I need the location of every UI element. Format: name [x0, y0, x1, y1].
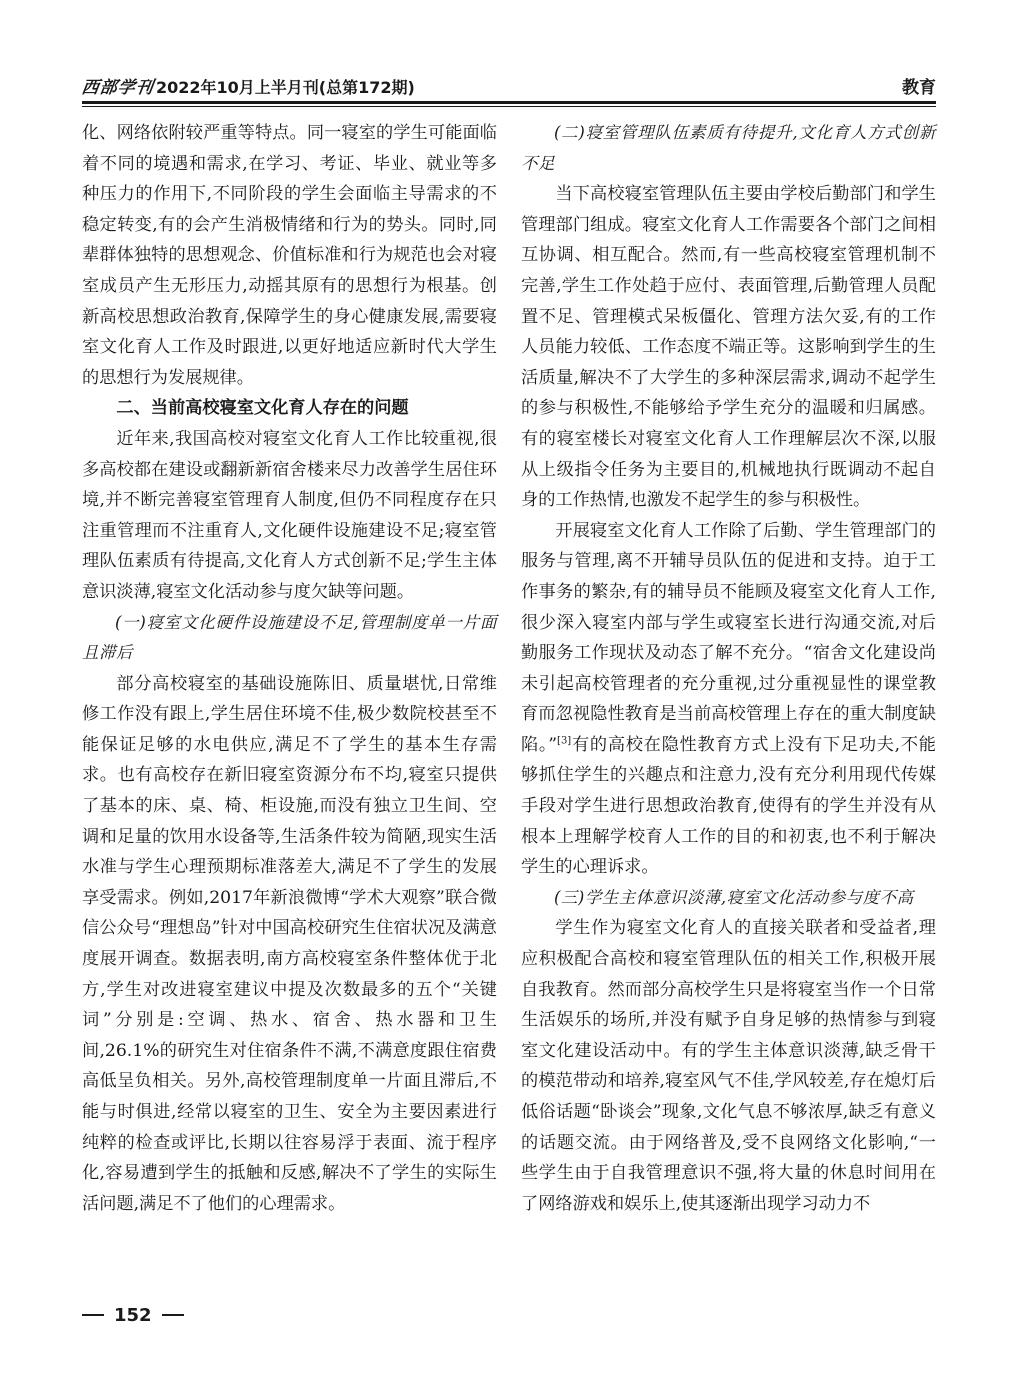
subsection-heading: (三)学生主体意识淡薄,寝室文化活动参与度不高 [554, 887, 914, 907]
paragraph: 当下高校寝室管理队伍主要由学校后勤部门和学生管理部门组成。寝室文化育人工作需要各个部门之间相互协调、相互配合。然而,有一些高校寝室管理机制不完善,学生工作处趋于应付、表面管理,后勤管理人员配置不足、管理模式呆板僵化、管理方法欠妥,有的工作人员能力较低、工作态度不端正等。这影响到学生的生活质量,解决不了大学生的多种深层需求,调动不起学生的参与积极性,不能够给予学生充分的温暖和归属感。有的寝室楼长对寝室文化育人工作理解层次不深,以服从上级指令任务为主要目的,机械地执行既调动不起自身的工作热情,也激发不起学生的参与积极性。 [521, 184, 936, 511]
header-rule-thick [82, 101, 936, 104]
section-name: 教育 [902, 78, 936, 98]
issue-info: 2022年10月上半月刊(总第172期) [156, 78, 415, 97]
page-number: 152 [114, 1304, 152, 1326]
paragraph: 化、网络依附较严重等特点。同一寝室的学生可能面临着不同的境遇和需求,在学习、考证、毕业、就业等多种压力的作用下,不同阶段的学生会面临主导需求的不稳定转变,有的会产生消极情绪和行为的势头。同时,同辈群体独特的思想观念、价值标准和行为规范也会对寝室成员产生无形压力,动摇其原有的思想行为根基。创新高校思想政治教育,保障学生的身心健康发展,需要寝室文化育人工作及时跟进,以更好地适应新时代大学生的思想行为发展规律。 [82, 123, 497, 388]
running-header [82, 72, 936, 98]
citation: [3] [557, 735, 572, 747]
right-column [521, 118, 936, 1219]
paragraph: 学生作为寝室文化育人的直接关联者和受益者,理应积极配合高校和寝室管理队伍的相关工作,积极开展自我教育。然而部分高校学生只是将寝室当作一个日常生活娱乐的场所,并没有赋予自身足够的热情参与到寝室文化建设活动中。有的学生主体意识淡薄,缺乏骨干的模范带动和培养,寝室风气不佳,学风较差,存在熄灯后低俗话题“卧谈会”现象,文化气息不够浓厚,缺乏有意义的话题交流。由于网络普及,受不良网络文化影响,“一些学生由于自我管理意识不强,将大量的休息时间用在了网络游戏和娱乐上,使其逐渐出现学习动力不 [521, 918, 936, 1214]
header-rule-thin [82, 106, 936, 107]
subsection-heading: (二)寝室管理队伍素质有待提升,文化育人方式创新不足 [521, 123, 936, 173]
paragraph: 近年来,我国高校对寝室文化育人工作比较重视,很多高校都在建设或翻新新宿舍楼来尽力改善学生居住环境,并不断完善寝室管理育人制度,但仍不同程度存在只注重管理而不注重育人,文化硬件设施建设不足;寝室管理队伍素质有待提高,文化育人方式创新不足;学生主体意识淡薄,寝室文化活动参与度欠缺等问题。 [82, 428, 497, 602]
footer-dash [162, 1314, 184, 1316]
footer-dash [82, 1314, 104, 1316]
page-footer [82, 1302, 184, 1328]
header-left [82, 73, 415, 98]
paragraph [521, 516, 936, 883]
journal-logo: 西部学刊 [80, 78, 156, 98]
left-column [82, 118, 497, 1219]
paragraph-text: 有的高校在隐性教育方式上没有下足功夫,不能够抓住学生的兴趣点和注意力,没有充分利用现代传媒手段对学生进行思想政治教育,使得有的学生并没有从根本上理解学校育人工作的目的和初衷,也不利于解决学生的心理诉求。 [521, 734, 936, 878]
section-heading: 二、当前高校寝室文化育人存在的问题 [116, 398, 409, 419]
paragraph: 部分高校寝室的基础设施陈旧、质量堪忧,日常维修工作没有跟上,学生居住环境不佳,极少数院校甚至不能保证足够的水电供应,满足不了学生的基本生存需求。也有高校存在新旧寝室资源分布不均,寝室只提供了基本的床、桌、椅、柜设施,而没有独立卫生间、空调和足量的饮用水设备等,生活条件较为简陋,现实生活水准与学生心理预期标准落差大,满足不了学生的发展享受需求。例如,2017年新浪微博“学术大观察”联合微信公众号“理想岛”针对中国高校研究生住宿状况及满意度展开调查。数据表明,南方高校寝室条件整体优于北方,学生对改进寝室建议中提及次数最多的五个“关键词”分别是:空调、热水、宿舍、热水器和卫生间,26.1%的研究生对住宿条件不满,不满意度跟住宿费高低呈负相关。另外,高校管理制度单一片面且滞后,不能与时俱进,经常以寝室的卫生、安全为主要因素进行纯粹的检查或评比,长期以往容易浮于表面、流于程序化,容易遭到学生的抵触和反感,解决不了学生的实际生活问题,满足不了他们的心理需求。 [82, 673, 497, 1214]
paragraph-text: 开展寝室文化育人工作除了后勤、学生管理部门的服务与管理,离不开辅导员队伍的促进和支持。迫于工作事务的繁杂,有的辅导员不能顾及寝室文化育人工作,很少深入寝室内部与学生或寝室长进行沟通交流,对后勤服务工作现状及动态了解不充分。“宿舍文化建设尚未引起高校管理者的充分重视,过分重视显性的课堂教育而忽视隐性教育是当前高校管理上存在的重大制度缺陷。” [521, 520, 936, 755]
subsection-heading: (一)寝室文化硬件设施建设不足,管理制度单一片面且滞后 [82, 612, 497, 663]
